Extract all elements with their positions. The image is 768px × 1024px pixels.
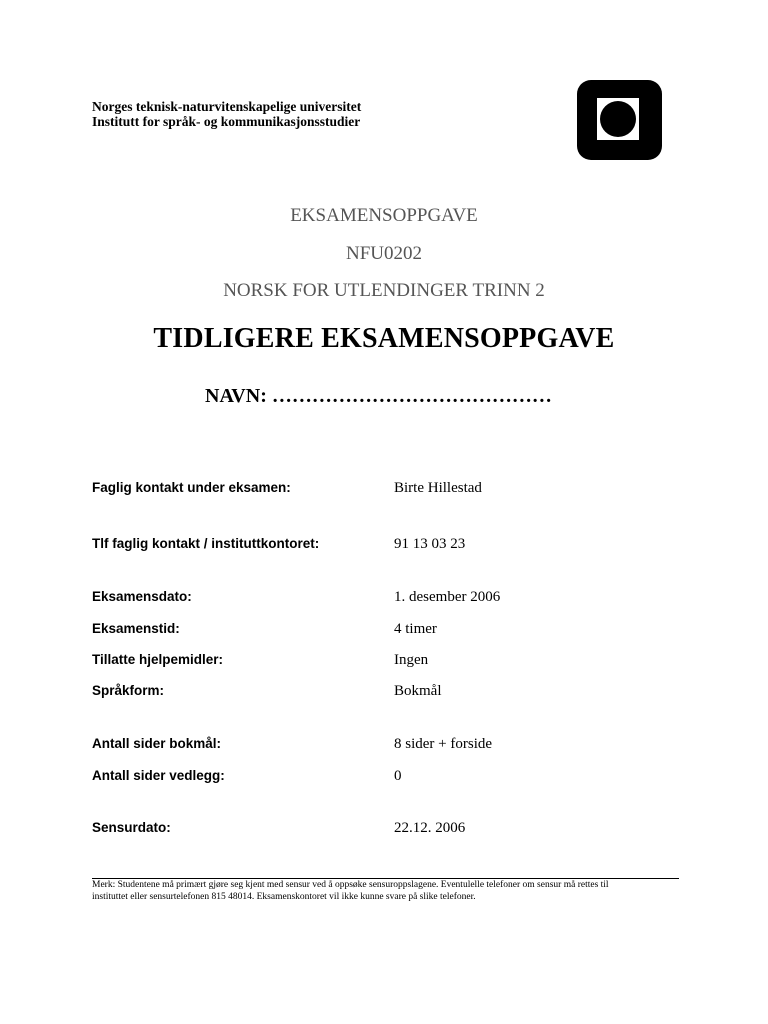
info-row-date xyxy=(92,589,652,609)
info-label: Språkform: xyxy=(92,683,165,698)
institute-name: Institutt for språk- og kommunikasjonsstudier xyxy=(92,114,361,129)
exam-heading: EKSAMENSOPPGAVE xyxy=(290,205,478,226)
page-title: TIDLIGERE EKSAMENSOPPGAVE xyxy=(153,323,615,354)
info-value: Ingen xyxy=(394,652,429,668)
course-name: NORSK FOR UTLENDINGER TRINN 2 xyxy=(223,280,545,301)
info-label: Eksamensdato: xyxy=(92,589,192,604)
info-value: 22.12. 2006 xyxy=(394,820,466,836)
info-row-contact xyxy=(92,480,652,500)
name-field-line: NAVN: …………………………………… xyxy=(205,385,552,407)
info-label: Tillatte hjelpemidler: xyxy=(92,652,224,667)
info-row-grading-date xyxy=(92,820,652,840)
info-row-pages xyxy=(92,736,652,756)
info-row-phone xyxy=(92,536,652,556)
institution-header xyxy=(92,99,361,129)
info-row-duration xyxy=(92,621,652,641)
info-label: Antall sider vedlegg: xyxy=(92,768,225,783)
info-value: 8 sider + forside xyxy=(394,736,493,752)
info-label: Sensurdato: xyxy=(92,820,171,835)
info-value: 1. desember 2006 xyxy=(394,589,501,605)
info-value: 0 xyxy=(394,768,402,784)
course-code: NFU0202 xyxy=(345,243,422,264)
ntnu-logo xyxy=(577,80,662,160)
info-value: 4 timer xyxy=(394,621,437,637)
info-value: 91 13 03 23 xyxy=(394,536,466,552)
info-row-attachments xyxy=(92,768,652,788)
info-label: Eksamenstid: xyxy=(92,621,180,636)
footnote-line: Merk: Studentene må primært gjøre seg kjent med sensur ved å oppsøke sensuroppslagene. Eventulelle telefoner om sensur må rettes til xyxy=(92,880,609,890)
info-row-aids xyxy=(92,652,652,672)
info-value: Birte Hillestad xyxy=(394,480,482,496)
info-label: Faglig kontakt under eksamen: xyxy=(92,480,291,495)
info-label: Antall sider bokmål: xyxy=(92,736,222,751)
university-name: Norges teknisk-naturvitenskapelige universitet xyxy=(92,99,362,114)
info-row-language-form xyxy=(92,683,652,703)
footnote-line: instituttet eller sensurtelefonen 815 48014. Eksamenskontoret vil ikke kunne svare på slike telefoner. xyxy=(92,892,476,902)
info-value: Bokmål xyxy=(394,683,442,699)
info-label: Tlf faglig kontakt / instituttkontoret: xyxy=(92,536,320,551)
footnote xyxy=(92,879,682,903)
